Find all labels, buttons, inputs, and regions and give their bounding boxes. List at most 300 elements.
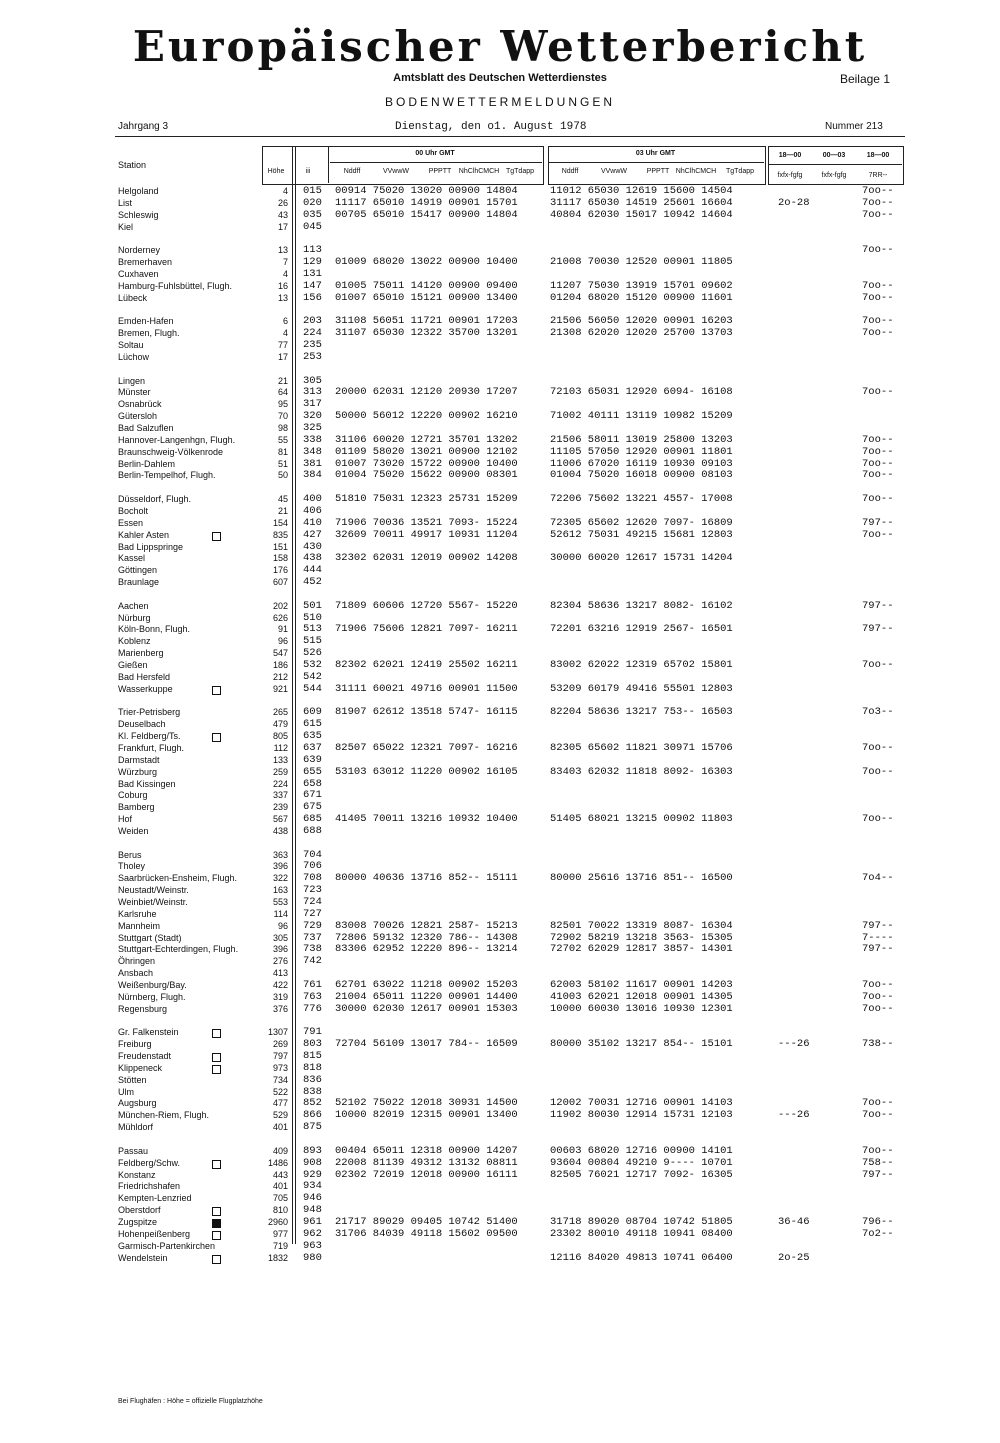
station-height: 413 (272, 968, 288, 979)
station-label: Cuxhaven (118, 268, 159, 279)
obs-00-gmt: 21004 65011 11220 00901 14400 (335, 990, 518, 1003)
station-label: Neustadt/Weinstr. (118, 885, 189, 896)
precip-group: 7oo-- (862, 445, 894, 458)
obs-03-gmt: 83002 62022 12319 65702 15801 (550, 659, 733, 671)
station-index: 513 (303, 623, 322, 636)
col-nddff: Nddff (343, 168, 361, 175)
station-name (118, 1039, 152, 1049)
station-height: 305 (272, 932, 288, 943)
station-label: Kiel (118, 221, 134, 232)
obs-00-gmt: 72704 56109 13017 784-- 16509 (335, 1038, 518, 1051)
station-index: 688 (303, 824, 322, 837)
station-label: Frankfurt, Flugh. (118, 742, 185, 753)
station-index: 706 (303, 860, 322, 873)
station-height: 43 (277, 209, 288, 220)
station-index: 934 (303, 1180, 322, 1193)
station-label: Mannheim (118, 920, 161, 931)
square-icon (212, 1255, 221, 1264)
square-icon (212, 1207, 221, 1216)
station-name (118, 707, 180, 717)
station-label: Garmisch-Partenkirchen (118, 1240, 216, 1251)
square-icon (212, 1231, 221, 1240)
station-height: 6 (282, 316, 288, 327)
station-index: 838 (303, 1085, 322, 1098)
station-index: 962 (303, 1227, 322, 1240)
station-height: 158 (272, 553, 288, 564)
station-index: 727 (303, 907, 322, 920)
station-index: 542 (303, 670, 322, 683)
station-name (118, 980, 187, 990)
divider-iii (328, 146, 329, 183)
station-height: 96 (277, 636, 288, 647)
square-icon (212, 1029, 221, 1038)
obs-00-gmt: 50000 56012 12220 00902 16210 (335, 410, 518, 423)
station-name (118, 897, 188, 907)
station-index: 325 (303, 422, 322, 434)
obs-00-gmt: 80000 40636 13716 852-- 15111 (335, 872, 518, 885)
station-index: 381 (303, 457, 322, 470)
station-label: Hof (118, 814, 133, 825)
precip-group: 797-- (862, 919, 894, 932)
station-label: Konstanz (118, 1169, 156, 1180)
precip-group: 7oo-- (862, 978, 894, 991)
station-height: 734 (272, 1074, 288, 1085)
station-index: 501 (303, 599, 322, 612)
obs-00-gmt: 71906 75606 12821 7097- 16211 (335, 623, 518, 636)
station-name (118, 873, 237, 883)
precip-group: 797-- (862, 599, 894, 612)
station-name (118, 968, 153, 978)
station-height: 51 (277, 458, 288, 469)
square-icon (212, 733, 221, 742)
header-box-03 (548, 146, 766, 185)
station-label: Lingen (118, 375, 146, 386)
station-label: Bamberg (118, 802, 155, 813)
station-index: 875 (303, 1121, 322, 1134)
station-name (118, 577, 159, 587)
square-icon (212, 1065, 221, 1074)
station-name (118, 1158, 180, 1168)
header-subrule-00 (330, 162, 542, 163)
station-index: 400 (303, 493, 322, 506)
station-label: Berus (118, 849, 142, 860)
station-label: Saarbrücken-Ensheim, Flugh. (118, 873, 238, 884)
station-name (118, 447, 223, 457)
station-index: 452 (303, 576, 322, 589)
obs-03-gmt: 12002 70031 12716 00901 14103 (550, 1097, 733, 1110)
station-index: 818 (303, 1061, 322, 1074)
obs-00-gmt: 01009 68020 13022 00900 10400 (335, 256, 518, 269)
station-index: 348 (303, 445, 322, 458)
station-index: 836 (303, 1073, 322, 1086)
col-00-03: 00—03 (822, 152, 846, 159)
station-height: 522 (272, 1086, 288, 1097)
obs-00-gmt: 10000 82019 12315 00901 13400 (335, 1109, 518, 1122)
station-label: Gütersloh (118, 411, 158, 422)
report-date: Dienstag, den o1. August 1978 (395, 121, 587, 133)
station-height: 396 (272, 944, 288, 955)
station-height: 396 (272, 861, 288, 872)
col-18-00: 18—00 (778, 152, 802, 159)
station-name (118, 1181, 180, 1191)
precip-group: 7oo-- (862, 208, 894, 221)
station-height: 265 (272, 707, 288, 718)
station-name (118, 376, 145, 386)
station-index: 742 (303, 955, 322, 968)
station-height: 176 (272, 565, 288, 576)
station-label: Wasserkuppe (118, 683, 173, 694)
station-label: Weiden (118, 825, 149, 836)
col-station: Station (118, 160, 147, 170)
obs-00-gmt: 31706 84039 49118 15602 09500 (335, 1227, 518, 1240)
station-index: 035 (303, 208, 322, 221)
station-height: 443 (272, 1169, 288, 1180)
obs-00-gmt: 52102 75022 12018 30931 14500 (335, 1097, 518, 1110)
obs-00-gmt: 01007 73020 15722 00900 10400 (335, 457, 518, 470)
station-height: 921 (272, 683, 288, 694)
obs-00-gmt: 01007 65010 15121 00900 13400 (335, 291, 518, 304)
station-label: Gr. Falkenstein (118, 1027, 179, 1038)
station-height: 114 (273, 908, 288, 919)
precip-group: 7oo-- (862, 1144, 894, 1157)
station-height: 17 (277, 351, 288, 362)
col-nh-03: NhClhCMCH (675, 168, 717, 175)
station-label: Aachen (118, 600, 149, 611)
station-name (118, 518, 143, 528)
station-label: Göttingen (118, 565, 158, 576)
station-label: Augsburg (118, 1098, 157, 1109)
station-label: Bremen, Flugh. (118, 328, 180, 339)
station-height: 13 (277, 292, 288, 303)
station-name (118, 826, 148, 836)
station-height: 96 (277, 920, 288, 931)
obs-00-gmt: 30000 62030 12617 00901 15303 (335, 1002, 518, 1015)
station-index: 803 (303, 1038, 322, 1051)
station-name (118, 601, 149, 611)
precip-group: 7oo-- (862, 457, 894, 470)
precip-group: 7oo-- (862, 813, 894, 826)
station-height: 151 (272, 541, 288, 552)
obs-00-gmt: 83306 62952 12220 896-- 13214 (335, 943, 518, 956)
station-label: Kahler Asten (118, 529, 170, 540)
precip-group: 7oo-- (862, 185, 894, 197)
station-name (118, 1193, 192, 1203)
station-height: 1307 (267, 1027, 288, 1038)
obs-00-gmt: 82302 62021 12419 25502 16211 (335, 659, 518, 671)
station-name (118, 210, 159, 220)
obs-03-gmt: 80000 35102 13217 854-- 15101 (550, 1038, 733, 1051)
obs-00-gmt: 02302 72019 12018 00900 16111 (335, 1168, 518, 1181)
station-name (118, 1075, 147, 1085)
station-index: 253 (303, 350, 322, 363)
station-height: 259 (272, 766, 288, 777)
station-index: 020 (303, 196, 322, 209)
station-height: 21 (277, 505, 288, 516)
station-name (118, 1063, 162, 1073)
station-label: Stuttgart-Echterdingen, Flugh. (118, 944, 239, 955)
station-height: 553 (272, 897, 288, 907)
station-name (118, 399, 162, 409)
col-pppt: PPPTT (428, 168, 452, 175)
precip-group: 797-- (862, 943, 894, 956)
obs-03-gmt: 31117 65030 14519 25601 16604 (550, 196, 733, 209)
header-subrule-03 (548, 162, 764, 163)
precip-group: 7o2-- (862, 1227, 894, 1240)
obs-00-gmt: 21717 89029 09405 10742 51400 (335, 1215, 518, 1228)
station-height: 77 (277, 340, 288, 351)
filled-square-icon (212, 1219, 221, 1228)
precip-group: 7oo-- (862, 765, 894, 778)
station-name (118, 636, 151, 646)
station-name (118, 1027, 179, 1037)
header-rule (115, 136, 905, 137)
station-height: 186 (272, 660, 288, 670)
precip-group: 7o4-- (862, 872, 894, 885)
obs-00-gmt: 71906 70036 13521 7093- 15224 (335, 516, 518, 529)
wind-gust: 2o-28 (778, 196, 810, 209)
station-index: 761 (303, 978, 322, 991)
square-icon (212, 1053, 221, 1062)
station-label: Karlsruhe (118, 908, 157, 919)
station-index: 406 (303, 504, 322, 517)
station-label: Tholey (118, 861, 146, 872)
station-height: 95 (277, 399, 288, 410)
col-pppt-03: PPPTT (646, 168, 670, 175)
station-index: 685 (303, 813, 322, 826)
header-box-00 (262, 146, 544, 185)
station-index: 635 (303, 730, 322, 743)
precip-group: 7oo-- (862, 386, 894, 399)
station-label: Passau (118, 1145, 149, 1156)
station-label: Darmstadt (118, 754, 160, 765)
station-index: 961 (303, 1215, 322, 1228)
issue-number: Nummer 213 (825, 121, 883, 132)
col-tt: TgTdapp (505, 168, 535, 175)
station-index: 723 (303, 884, 322, 897)
wind-gust: 2o-25 (778, 1251, 810, 1264)
square-icon (212, 686, 221, 695)
obs-00-gmt: 72806 59132 12320 786-- 14308 (335, 931, 518, 944)
obs-03-gmt: 00603 68020 12716 00900 14101 (550, 1144, 733, 1157)
station-name (118, 435, 235, 445)
station-index: 737 (303, 931, 322, 944)
station-name (118, 921, 160, 931)
station-index: 948 (303, 1204, 322, 1217)
obs-03-gmt: 10000 60030 13016 10930 12301 (550, 1002, 733, 1015)
station-index: 852 (303, 1097, 322, 1110)
station-name (118, 1098, 157, 1108)
station-height: 376 (272, 1003, 288, 1014)
station-name (118, 257, 172, 267)
station-name (118, 672, 170, 682)
station-name (118, 624, 190, 634)
divider-hoehe-2 (295, 146, 296, 1244)
jahrgang: Jahrgang 3 (118, 121, 169, 132)
station-label: Essen (118, 517, 144, 528)
station-height: 810 (272, 1205, 288, 1216)
station-index: 658 (303, 777, 322, 790)
station-index: 320 (303, 410, 322, 423)
obs-03-gmt: 11902 80030 12914 15731 12103 (550, 1109, 733, 1122)
station-name (118, 1146, 148, 1156)
obs-03-gmt: 40804 62030 15017 10942 14604 (550, 208, 733, 221)
station-label: Bad Kissingen (118, 778, 176, 789)
precip-group: 7oo-- (862, 279, 894, 292)
col-hoehe: Höhe (267, 168, 285, 175)
col-nddff-03: Nddff (561, 168, 579, 175)
obs-00-gmt: 00404 65011 12318 00900 14207 (335, 1144, 518, 1157)
station-name (118, 1217, 157, 1227)
obs-03-gmt: 83403 62032 11818 8092- 16303 (550, 765, 733, 778)
station-label: Münster (118, 387, 151, 398)
station-height: 154 (272, 517, 288, 528)
precip-group: 7oo-- (862, 196, 894, 209)
precip-group: 7oo-- (862, 1097, 894, 1110)
station-height: 705 (272, 1193, 288, 1204)
station-name (118, 684, 173, 694)
station-index: 929 (303, 1168, 322, 1181)
precip-group: 7oo-- (862, 493, 894, 506)
station-index: 203 (303, 315, 322, 328)
obs-03-gmt: 82304 58636 13217 8082- 16102 (550, 599, 733, 612)
station-label: Öhringen (118, 956, 156, 967)
obs-00-gmt: 20000 62031 12120 20930 17207 (335, 386, 518, 399)
station-index: 815 (303, 1050, 322, 1063)
station-height: 21 (277, 375, 288, 386)
station-height: 224 (272, 778, 288, 789)
station-index: 655 (303, 765, 322, 778)
station-name (118, 1229, 190, 1239)
station-label: Lübeck (118, 292, 148, 303)
station-name (118, 909, 157, 919)
station-label: Hamburg-Fuhlsbüttel, Flugh. (118, 280, 233, 291)
station-height: 45 (277, 494, 288, 505)
station-height: 422 (272, 979, 288, 990)
station-name (118, 719, 166, 729)
page-title: Europäischer Wetterbericht (132, 22, 868, 71)
station-label: Kassel (118, 553, 146, 564)
col-ff2: fxfx-fgfg (821, 172, 847, 179)
obs-03-gmt: 30000 60020 12617 15731 14204 (550, 552, 733, 565)
station-index: 946 (303, 1192, 322, 1205)
station-name (118, 411, 157, 421)
station-name (118, 743, 184, 753)
precip-group: 7oo-- (862, 741, 894, 754)
station-label: Freiburg (118, 1039, 152, 1050)
station-index: 045 (303, 220, 322, 233)
station-height: 1832 (267, 1252, 288, 1263)
precip-group: 7oo-- (862, 1002, 894, 1015)
station-index: 235 (303, 339, 322, 352)
station-label: Weinbiet/Weinstr. (118, 897, 188, 907)
station-name (118, 660, 148, 670)
station-height: 276 (272, 956, 288, 967)
station-height: 4 (282, 268, 288, 279)
station-name (118, 198, 132, 208)
station-height: 70 (277, 411, 288, 422)
obs-00-gmt: 00705 65010 15417 00900 14804 (335, 208, 518, 221)
obs-00-gmt: 31111 60021 49716 00901 11500 (335, 682, 518, 695)
station-label: Braunlage (118, 577, 160, 588)
obs-03-gmt: 82305 65602 11821 30971 15706 (550, 741, 733, 754)
station-label: Friedrichshafen (118, 1181, 181, 1192)
obs-00-gmt: 41405 70011 13216 10932 10400 (335, 813, 518, 826)
station-label: Deuselbach (118, 719, 166, 730)
obs-03-gmt: 72702 62029 12817 3857- 14301 (550, 943, 733, 956)
obs-03-gmt: 53209 60179 49416 55501 12803 (550, 682, 733, 695)
col-tt-03: TgTdapp (725, 168, 755, 175)
obs-00-gmt: 51810 75031 12323 25731 15209 (335, 493, 518, 506)
station-height: 337 (272, 790, 288, 801)
station-height: 567 (272, 814, 288, 825)
obs-00-gmt: 31108 56051 11721 00901 17203 (335, 315, 518, 328)
station-label: Kl. Feldberg/Ts. (118, 731, 181, 742)
station-label: Hannover-Langenhgn, Flugh. (118, 434, 236, 445)
wind-gust: ---26 (778, 1038, 810, 1051)
station-height: 269 (272, 1039, 288, 1050)
station-index: 729 (303, 919, 322, 932)
station-name (118, 1004, 167, 1014)
station-name (118, 648, 164, 658)
station-label: Nürnberg, Flugh. (118, 991, 186, 1002)
obs-03-gmt: 23302 80010 49118 10941 08400 (550, 1227, 733, 1240)
station-label: Regensburg (118, 1003, 168, 1014)
station-index: 791 (303, 1026, 322, 1039)
obs-03-gmt: 80000 25616 13716 851-- 16500 (550, 872, 733, 885)
station-name (118, 933, 182, 943)
station-height: 202 (272, 600, 288, 611)
obs-03-gmt: 72206 75602 13221 4557- 17008 (550, 493, 733, 506)
obs-03-gmt: 11105 57050 12920 00901 11801 (550, 445, 733, 458)
station-label: Zugspitze (118, 1216, 158, 1227)
square-icon (212, 532, 221, 541)
station-name (118, 1205, 161, 1215)
station-label: Stötten (118, 1074, 147, 1085)
precip-group: 7oo-- (862, 659, 894, 671)
obs-03-gmt: 21506 56050 12020 00901 16203 (550, 315, 733, 328)
station-height: 973 (272, 1062, 288, 1073)
col-nh: NhClhCMCH (458, 168, 500, 175)
col-rrr: 7RR-- (868, 172, 888, 179)
station-name (118, 814, 132, 824)
obs-03-gmt: 31718 89020 08704 10742 51805 (550, 1215, 733, 1228)
station-name (118, 1110, 209, 1120)
obs-00-gmt: 81907 62612 13518 5747- 16115 (335, 706, 518, 719)
station-index: 532 (303, 659, 322, 671)
station-name (118, 755, 160, 765)
footer-note: Bei Flughäfen : Höhe = offizielle Flugplatzhöhe (118, 1398, 263, 1405)
station-label: Mühldorf (118, 1122, 154, 1133)
station-index: 675 (303, 801, 322, 814)
obs-00-gmt: 83008 70026 12821 2587- 15213 (335, 919, 518, 932)
station-label: Soltau (118, 340, 144, 351)
precip-group: 758-- (862, 1156, 894, 1169)
station-name (118, 802, 155, 812)
station-index: 637 (303, 741, 322, 754)
station-height: 212 (272, 671, 288, 682)
station-height: 26 (277, 197, 288, 208)
station-label: Feldberg/Schw. (118, 1157, 181, 1168)
station-name (118, 956, 155, 966)
station-name (118, 1253, 167, 1263)
station-index: 671 (303, 789, 322, 802)
station-index: 704 (303, 848, 322, 861)
station-label: Gießen (118, 660, 148, 670)
precip-group: 7oo-- (862, 291, 894, 304)
station-name (118, 1122, 153, 1132)
station-height: 409 (272, 1145, 288, 1156)
station-label: Bad Salzuflen (118, 423, 174, 433)
